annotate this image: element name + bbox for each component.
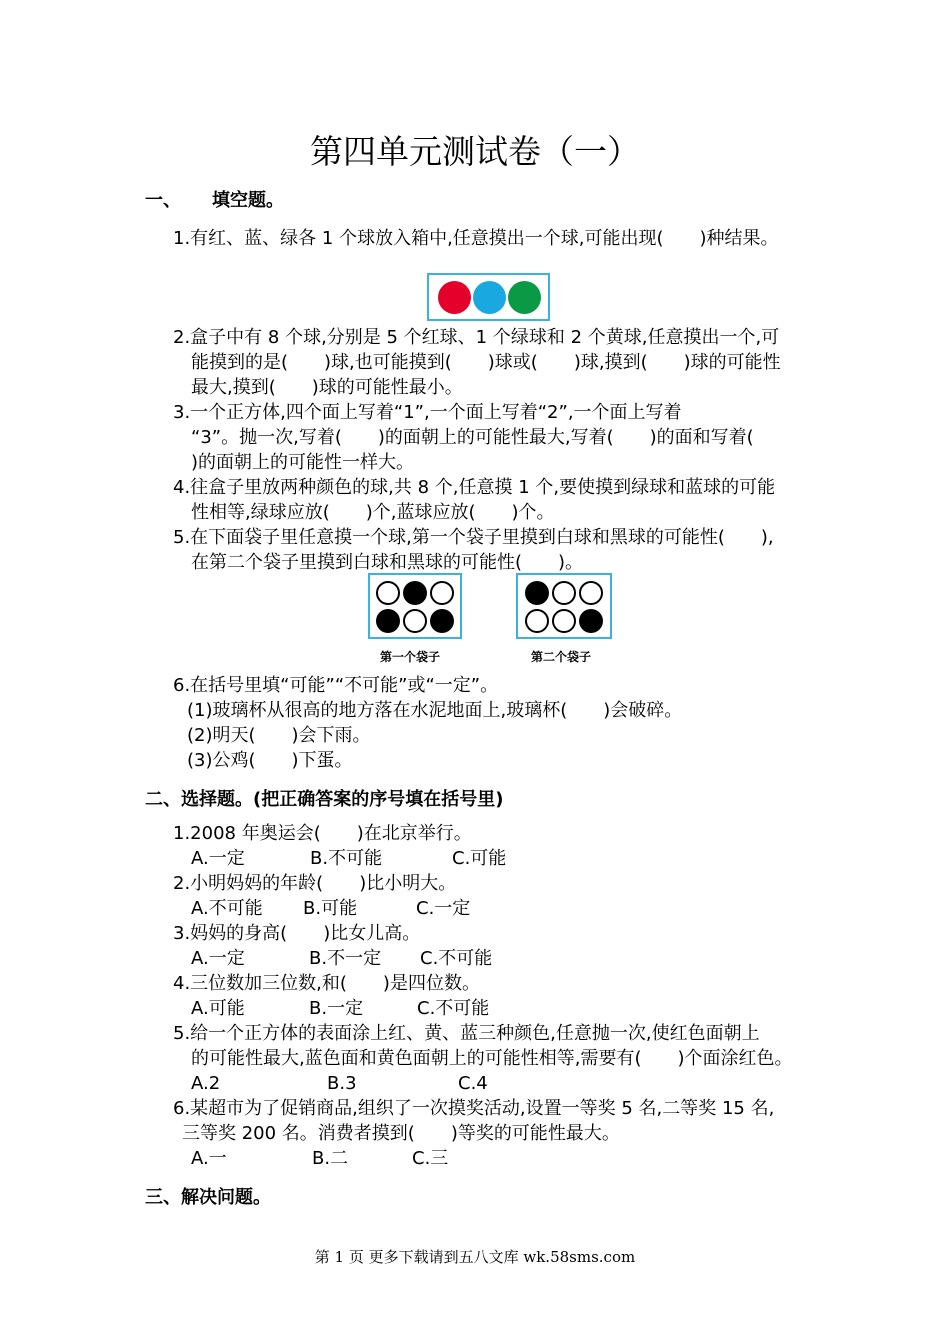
white-ball (552, 581, 576, 605)
s2-q6-option-a: A.一 (191, 1148, 227, 1169)
s2-q3-option-c: C.不可能 (420, 948, 493, 969)
s1-q2-line2: 能摸到的是( )球,也可能摸到( )球或( )球,摸到( )球的可能性 (191, 352, 781, 373)
color-balls-figure (427, 273, 550, 321)
s2-q3-option-b: B.不一定 (309, 948, 382, 969)
s1-q2-line3: 最大,摸到( )球的可能性最小。 (191, 377, 463, 398)
s2-q5-option-c: C.4 (458, 1073, 488, 1094)
black-ball (376, 609, 400, 633)
s2-q5-option-a: A.2 (191, 1073, 221, 1094)
bag-1-caption: 第一个袋子 (380, 650, 441, 664)
white-ball (525, 609, 549, 633)
s2-q1: 1.2008 年奥运会( )在北京举行。 (173, 823, 472, 844)
s1-q6: 6.在括号里填“可能”“不可能”或“一定”。 (173, 675, 499, 696)
blue-ball (473, 281, 506, 314)
white-ball (579, 581, 603, 605)
white-ball (430, 581, 454, 605)
s2-q5-line1: 5.给一个正方体的表面涂上红、黄、蓝三种颜色,任意抛一次,使红色面朝上 (173, 1023, 760, 1044)
black-ball (430, 609, 454, 633)
s1-q4-line1: 4.往盒子里放两种颜色的球,共 8 个,任意摸 1 个,要使摸到绿球和蓝球的可能 (173, 477, 776, 498)
black-ball (403, 581, 427, 605)
s2-q1-option-c: C.可能 (452, 848, 507, 869)
s1-q4-line2: 性相等,绿球应放( )个,蓝球应放( )个。 (191, 502, 555, 523)
section-2-heading: 二、选择题。(把正确答案的序号填在括号里) (145, 789, 504, 810)
section-1-number: 一、 (145, 190, 181, 211)
s2-q4-option-b: B.一定 (309, 998, 364, 1019)
s2-q5-line2: 的可能性最大,蓝色面和黄色面朝上的可能性相等,需要有( )个面涂红色。 (191, 1048, 793, 1069)
s2-q2: 2.小明妈妈的年龄( )比小明大。 (173, 873, 457, 894)
s1-q5-line1: 5.在下面袋子里任意摸一个球,第一个袋子里摸到白球和黑球的可能性( ), (173, 527, 774, 548)
s1-q1: 1.有红、蓝、绿各 1 个球放入箱中,任意摸出一个球,可能出现( )种结果。 (173, 228, 779, 249)
s1-q3-line2: “3”。抛一次,写着( )的面朝上的可能性最大,写着( )的面和写着( (191, 427, 754, 448)
s2-q6-line1: 6.某超市为了促销商品,组织了一次摸奖活动,设置一等奖 5 名,二等奖 15 名, (173, 1098, 775, 1119)
s2-q2-option-c: C.一定 (416, 898, 471, 919)
page-title: 第四单元测试卷（一） (310, 132, 640, 171)
section-3-heading: 三、解决问题。 (145, 1187, 271, 1208)
s1-q2-line1: 2.盒子中有 8 个球,分别是 5 个红球、1 个绿球和 2 个黄球,任意摸出一个,可 (173, 327, 780, 348)
black-ball (525, 581, 549, 605)
s1-q6-1: (1)玻璃杯从很高的地方落在水泥地面上,玻璃杯( )会破碎。 (187, 700, 683, 721)
s2-q3-option-a: A.一定 (191, 948, 245, 969)
s2-q6-line2: 三等奖 200 名。消费者摸到( )等奖的可能性最大。 (182, 1123, 620, 1144)
s2-q3: 3.妈妈的身高( )比女儿高。 (173, 923, 421, 944)
bag-1-figure (368, 573, 462, 639)
s1-q5-line2: 在第二个袋子里摸到白球和黑球的可能性( )。 (191, 552, 584, 573)
s2-q4-option-c: C.不可能 (417, 998, 490, 1019)
red-ball (438, 281, 471, 314)
s2-q5-option-b: B.3 (327, 1073, 357, 1094)
section-1-heading: 填空题。 (212, 190, 284, 211)
s1-q6-2: (2)明天( )会下雨。 (187, 725, 371, 746)
white-ball (403, 609, 427, 633)
bag-2-figure (516, 573, 612, 639)
s2-q6-option-b: B.二 (312, 1148, 349, 1169)
page-footer: 第 1 页 更多下载请到五八文库 wk.58sms.com (314, 1248, 636, 1266)
white-ball (376, 581, 400, 605)
green-ball (508, 281, 541, 314)
s2-q1-option-b: B.不可能 (310, 848, 383, 869)
s2-q4-option-a: A.可能 (191, 998, 245, 1019)
s1-q6-3: (3)公鸡( )下蛋。 (187, 750, 353, 771)
s2-q4: 4.三位数加三位数,和( )是四位数。 (173, 973, 480, 994)
s2-q2-option-a: A.不可能 (191, 898, 263, 919)
s1-q3-line1: 3.一个正方体,四个面上写着“1”,一个面上写着“2”,一个面上写着 (173, 402, 682, 423)
black-ball (579, 609, 603, 633)
s2-q6-option-c: C.三 (412, 1148, 449, 1169)
white-ball (552, 609, 576, 633)
bag-2-caption: 第二个袋子 (531, 650, 592, 664)
s2-q2-option-b: B.可能 (303, 898, 358, 919)
s1-q3-line3: )的面朝上的可能性一样大。 (191, 452, 415, 473)
s2-q1-option-a: A.一定 (191, 848, 245, 869)
